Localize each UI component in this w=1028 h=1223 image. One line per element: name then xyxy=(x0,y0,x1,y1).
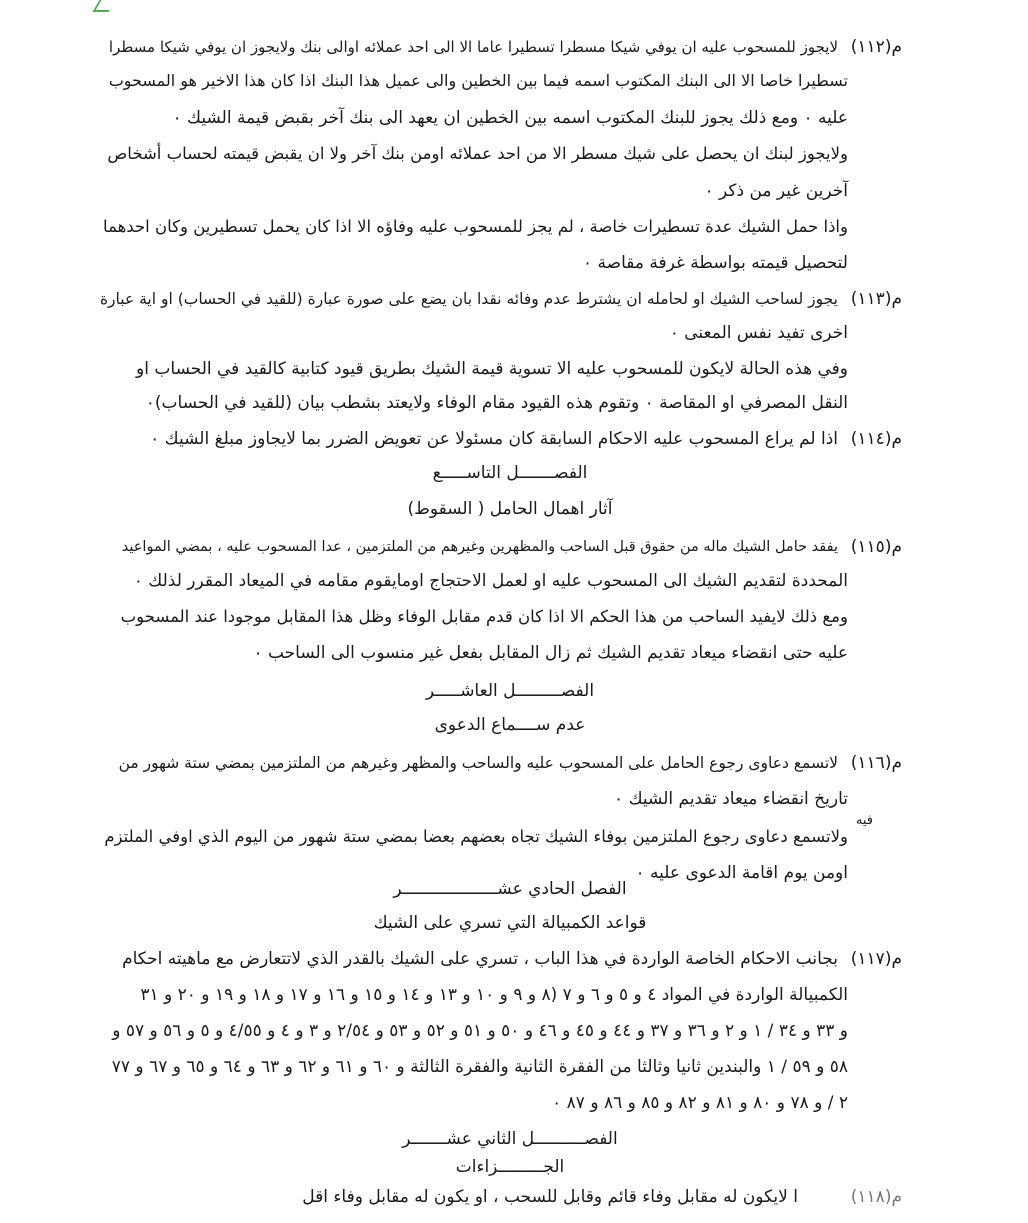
article-line: بجانب الاحكام الخاصة الواردة في هذا الباب ، تسري على الشيك بالقدر الذي لاتتعارض مع ماهيته احكام xyxy=(122,949,838,969)
chapter-title: الفصــــــــــل الثاني عشـــــــر xyxy=(402,1129,618,1149)
article-line: عليه ٠ ومع ذلك يجوز للبنك المكتوب اسمه بين الخطين ان يعهد الى بنك آخر بقبض قيمة الشيك ٠ xyxy=(172,108,848,128)
article-line: يجوز لساحب الشيك او لحامله ان يشترط عدم وفائه نقدا بان يضع على صورة عبارة (للقيد في الحساب) او اية عبارة xyxy=(99,290,838,308)
article-line: ٥٨ و ٥٩ / ١ والبندين ثانيا وثالثا من الفقرة الثانية والفقرة الثالثة و ٦٠ و ٦١ و ٦٢ و ٦٣ و ٦٤ و ٦٥ و ٦٧ و ٧٧ xyxy=(111,1057,848,1077)
article-line: اخرى تفيد نفس المعنى ٠ xyxy=(669,323,848,343)
article-number: م(١١٤) xyxy=(850,429,902,449)
article-number: م(١١٨) xyxy=(850,1187,902,1207)
article-number: م(١١٢) xyxy=(850,37,902,57)
chapter-subtitle: عدم ســــماع الدعوى xyxy=(434,715,586,735)
article-line: تاريخ انقضاء ميعاد تقديم الشيك ٠ xyxy=(614,789,848,809)
scan-corner-mark xyxy=(93,0,116,12)
article-line: ولايجوز لبنك ان يحصل على شيك مسطر الا من احد عملائه اومن بنك آخر ولا ان يقبض قيمته لحساب أشخاص xyxy=(107,144,848,163)
article-line: اومن يوم اقامة الدعوى عليه ٠ xyxy=(635,863,848,883)
article-line: ا لايكون له مقابل وفاء قائم وقابل للسحب ، او يكون له مقابل وفاء اقل xyxy=(302,1187,798,1207)
article-line: و ٣٣ و ٣٤ / ١ و ٢ و ٣٦ و ٣٧ و ٤٤ و ٤٥ و ٤٦ و ٥٠ و ٥١ و ٥٢ و ٥٣ و ٢/٥٤ و ٣ و ٤ و ٤/٥٥ و ٥ و ٥٦ و ٥٧ و xyxy=(112,1021,848,1041)
article-line: عليه حتى انقضاء ميعاد تقديم الشيك ثم زال المقابل بفعل غير منسوب الى الساحب ٠ xyxy=(253,643,848,663)
article-line: ولاتسمع دعاوى رجوع الملتزمين بوفاء الشيك تجاه بعضهم بعضا بمضي ستة شهور من اليوم الذي اوفي الملتزم xyxy=(104,827,848,846)
article-line: تسطيرا خاصا الا الى البنك المكتوب اسمه فيما بين الخطين والى عميل هذا البنك اذا كان هذا الاخير هو المسحوب xyxy=(108,71,848,90)
chapter-subtitle: الجـــــــــزاءات xyxy=(455,1157,565,1177)
article-line: واذا حمل الشيك عدة تسطيرات خاصة ، لم يجز للمسحوب عليه وفاؤه الا اذا كان يحمل تسطيرين وكان احدهما xyxy=(103,217,848,236)
article-line: المحددة لتقديم الشيك الى المسحوب عليه او لعمل الاحتجاج اومايقوم مقامه في الميعاد المقرر لذلك ٠ xyxy=(133,571,848,591)
article-line: النقل المصرفي او المقاصة ٠ وتقوم هذه القيود مقام الوفاء ولايعتد بشطب بيان (للقيد في الحساب)٠ xyxy=(145,393,848,413)
chapter-subtitle: آثار اهمال الحامل ( السقوط) xyxy=(407,499,613,519)
article-number: م(١١٥) xyxy=(850,537,902,557)
article-number: م(١١٧) xyxy=(850,949,902,969)
chapter-title: الفصـــــــــل العاشـــــر xyxy=(425,681,595,701)
article-line: ٢ / و ٧٨ و ٨٠ و ٨١ و ٨٢ و ٨٥ و ٨٦ و ٨٧ ٠ xyxy=(552,1093,848,1113)
article-number: م(١١٦) xyxy=(850,753,902,773)
chapter-subtitle: قواعد الكمبيالة التي تسري على الشيك xyxy=(373,913,647,933)
article-line: اذا لم يراع المسحوب عليه الاحكام السابقة كان مسئولا عن تعويض الضرر بما لايجاوز مبلغ الشيك ٠ xyxy=(150,429,838,449)
article-line: يفقد حامل الشيك ماله من حقوق قبل الساحب والمظهرين وغيرهم من الملتزمين ، عدا المسحوب عليه ، بمضي المواعيد xyxy=(121,539,838,555)
article-line: لاتسمع دعاوى رجوع الحامل على المسحوب عليه والساحب والمظهر وغيرهم من الملتزمين بمضي ستة شهور من xyxy=(118,754,838,772)
article-line: ومع ذلك لايفيد الساحب من هذا الحكم الا اذا كان قدم مقابل الوفاء وظل هذا المقابل موجودا عند المسحوب xyxy=(120,607,848,626)
chapter-title: الفصل الحادي عشـــــــــــــــــــر xyxy=(393,879,627,899)
article-number: م(١١٣) xyxy=(850,289,902,309)
article-line: آخرين غير من ذكر ٠ xyxy=(704,181,848,201)
article-line: وفي هذه الحالة لايكون للمسحوب عليه الا تسوية قيمة الشيك بطريق قيود كتابية كالقيد في الحساب او xyxy=(136,359,848,379)
article-line: لتحصيل قيمته بواسطة غرفة مقاصة ٠ xyxy=(582,253,848,273)
article-line: لايجوز للمسحوب عليه ان يوفي شيكا مسطرا تسطيرا عاما الا الى احد عملائه اوالى بنك ولايجوز ان يوفي شيكا مسطرا xyxy=(108,38,838,56)
chapter-title: الفصـــــــل التاســـــع xyxy=(432,463,588,483)
article-line: الكمبيالة الواردة في المواد ٤ و ٥ و ٦ و ٧ (٨ و ٩ و ١٠ و ١٣ و ١٤ و ١٥ و ١٦ و ١٧ و ١٨ و ١٩ و ٢٠ و ٣١ xyxy=(140,985,848,1005)
handwritten-insert: فيه xyxy=(855,813,873,828)
